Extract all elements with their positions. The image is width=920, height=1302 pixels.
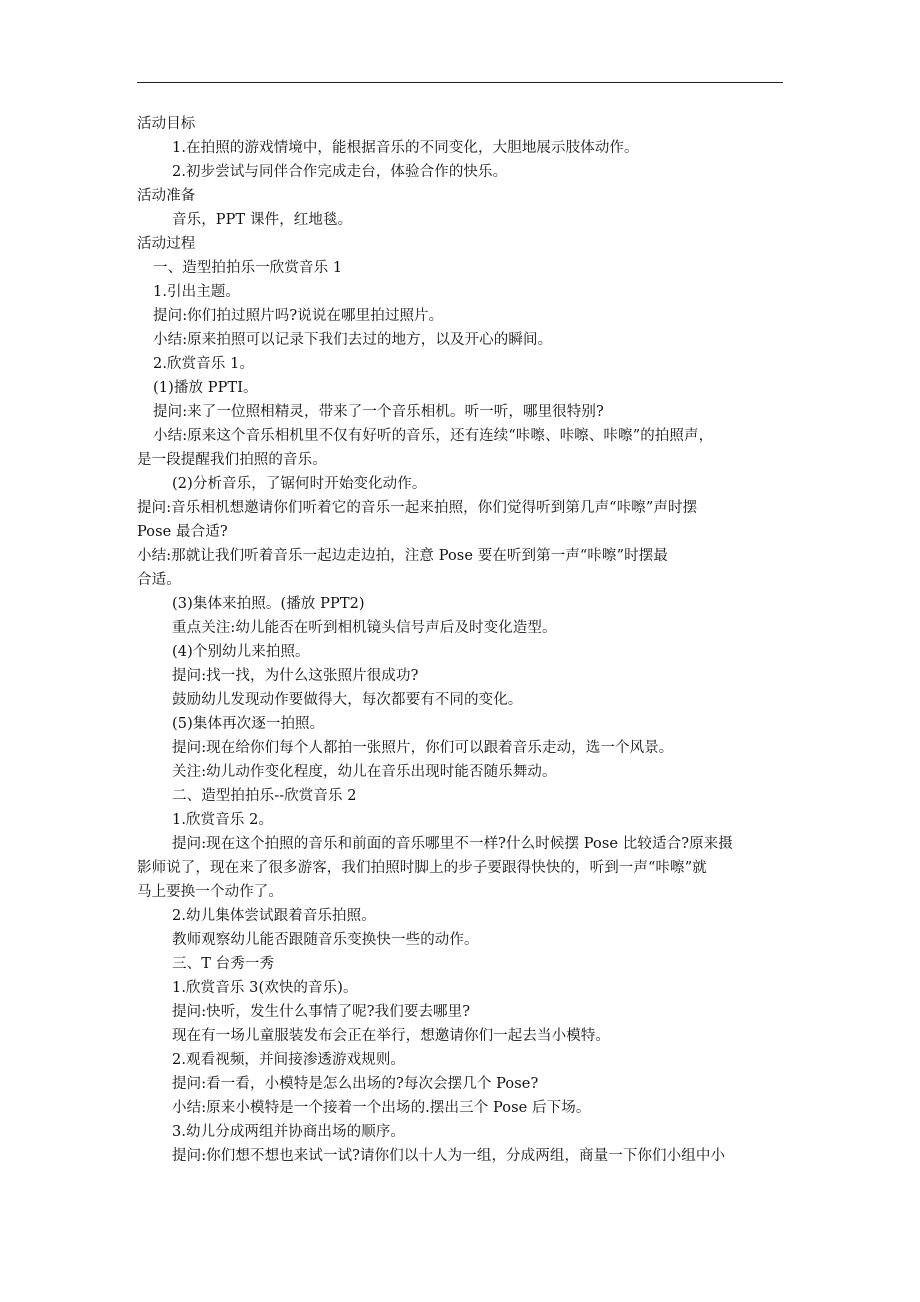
text-line: 1.欣赏音乐 2。 — [172, 812, 274, 828]
text-line: 1.在拍照的游戏情境中，能根据音乐的不同变化，大胆地展示肢体动作。 — [172, 140, 639, 156]
text-line: (5)集体再次逐一拍照。 — [172, 716, 325, 732]
subsection-heading: 三、T 台秀一秀 — [172, 956, 275, 972]
text-line: 合适。 — [137, 572, 181, 588]
text-line: 教师观察幼儿能否跟随音乐变换快一些的动作。 — [172, 932, 479, 948]
section-heading-goals: 活动目标 — [137, 116, 196, 132]
text-line: 1.欣赏音乐 3(欢快的音乐)。 — [172, 980, 358, 996]
text-line: Pose 最合适? — [137, 524, 228, 540]
text-line: 提问:你们想不想也来试一试?请你们以十人为一组，分成两组，商量一下你们小组中小 — [172, 1148, 726, 1164]
text-line: 提问:来了一位照相精灵，带来了一个音乐相机。听一听，哪里很特别? — [153, 404, 604, 420]
text-line: (2)分析音乐，了锯何时开始变化动作。 — [172, 476, 427, 492]
text-line: 提问:你们拍过照片吗?说说在哪里拍过照片。 — [153, 308, 444, 324]
text-line: 小结:原来小模特是一个接着一个出场的.摆出三个 Pose 后下场。 — [172, 1100, 591, 1116]
text-line: 鼓励幼儿发现动作要做得大，每次都要有不同的变化。 — [172, 692, 523, 708]
text-line: 现在有一场儿童服装发布会正在举行，想邀请你们一起去当小模特。 — [172, 1028, 610, 1044]
text-line: (1)播放 PPTI。 — [153, 380, 258, 396]
text-line: 提问:快听，发生什么事情了呢?我们要去哪里? — [172, 1004, 471, 1020]
subsection-heading: 一、造型拍拍乐一欣赏音乐 1 — [153, 260, 343, 276]
text-line: (4)个别幼儿来拍照。 — [172, 644, 310, 660]
text-line: 音乐，PPT 课件，红地毯。 — [172, 212, 353, 228]
text-line: (3)集体来拍照。(播放 PPT2) — [172, 596, 365, 612]
text-line: 提问:现在这个拍照的音乐和前面的音乐哪里不一样?什么时候摆 Pose 比较适合?原来摄 — [172, 836, 733, 852]
text-line: 马上要换一个动作了。 — [137, 884, 283, 900]
text-line: 关注:幼儿动作变化程度，幼儿在音乐出现时能否随乐舞动。 — [172, 764, 557, 780]
text-line: 提问:看一看，小模特是怎么出场的?每次会摆几个 Pose? — [172, 1076, 539, 1092]
text-line: 1.引出主题。 — [153, 284, 241, 300]
text-line: 2.欣赏音乐 1。 — [153, 356, 255, 372]
text-line: 是一段提醒我们拍照的音乐。 — [137, 452, 327, 468]
text-line: 2.幼儿集体尝试跟着音乐拍照。 — [172, 908, 376, 924]
text-line: 小结:那就让我们听着音乐一起边走边拍，注意 Pose 要在听到第一声“咔嚓”时摆最 — [137, 548, 668, 564]
text-line: 影师说了，现在来了很多游客，我们拍照时脚上的步子要跟得快快的，听到一声“咔嚓”就 — [137, 860, 707, 876]
text-line: 提问:音乐相机想邀请你们听着它的音乐一起来拍照，你们觉得听到第几声“咔嚓”声时摆 — [137, 500, 698, 516]
text-line: 3.幼儿分成两组并协商出场的顺序。 — [172, 1124, 406, 1140]
text-line: 小结:原来这个音乐相机里不仅有好听的音乐，还有连续“咔嚓、咔嚓、咔嚓”的拍照声， — [153, 428, 714, 444]
text-line: 2.初步尝试与同伴合作完成走台，体验合作的快乐。 — [172, 164, 508, 180]
text-line: 提问:现在给你们每个人都拍一张照片，你们可以跟着音乐走动，选一个风景。 — [172, 740, 674, 756]
text-line: 提问:找一找，为什么这张照片很成功? — [172, 668, 419, 684]
text-line: 重点关注:幼儿能否在听到相机镜头信号声后及时变化造型。 — [172, 620, 557, 636]
section-heading-preparation: 活动准备 — [137, 188, 196, 204]
subsection-heading: 二、造型拍拍乐--欣赏音乐 2 — [172, 788, 357, 804]
section-heading-process: 活动过程 — [137, 236, 196, 252]
text-line: 小结:原来拍照可以记录下我们去过的地方，以及开心的瞬间。 — [153, 332, 553, 348]
text-line: 2.观看视频，并间接渗透游戏规则。 — [172, 1052, 406, 1068]
